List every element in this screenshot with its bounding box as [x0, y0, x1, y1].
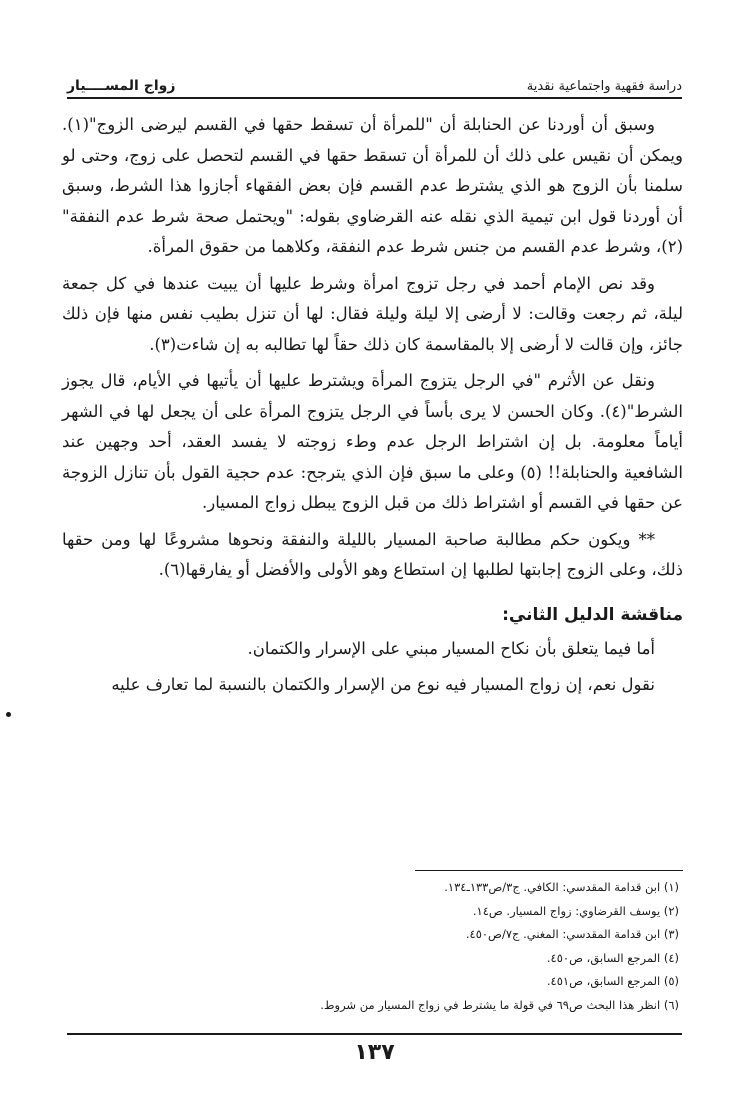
footnotes	[90, 876, 679, 1017]
header-divider	[67, 97, 682, 99]
section-heading: مناقشة الدليل الثاني:	[502, 604, 683, 625]
paragraph-6: نقول نعم، إن زواج المسيار فيه نوع من الإسرار والكتمان بالنسبة لما تعارف عليه	[111, 675, 655, 694]
footnote-2: (٢) يوسف القرضاوي: زواج المسيار. ص١٤.	[472, 903, 679, 918]
header-book-title: زواج المســــيار	[67, 78, 176, 94]
footnote-1: (١) ابن قدامة المقدسي: الكافي. ج٣/ص١٣٣ـ١٣٤.	[444, 880, 679, 894]
footnote-4: (٤) المرجع السابق، ص٤٥٠.	[546, 950, 679, 965]
paragraph-2: وقد نص الإمام أحمد في رجل تزوج امرأة وشرط عليها أن يبيت عندها في كل جمعة ليلة، ثم رجعت وقالت: لا أرضى إلا ليلة وليلة فقال: لها أن تنزل بطيب نفس منها فإن ذلك جائز، وإن قالت لا أرضى إلا بالمقاسمة كان ذلك حقاً لها تطالبه به إن شاءت(٣).	[62, 273, 683, 354]
main-text	[62, 110, 683, 707]
page-number: ١٣٧	[354, 1040, 395, 1065]
running-header	[67, 72, 682, 94]
footnote-divider	[415, 870, 683, 871]
paragraph-3: ونقل عن الأثرم "في الرجل يتزوج المرأة ويشترط عليها أن يأتيها في الأيام، قال يجوز الشرط"(٤). وكان الحسن لا يرى بأساً في الرجل يتزوج المرأة على أن يجعل لها في الشهر أياماً معلومة. بل إن اشتراط الرجل عدم وطء زوجته لا يفسد العقد، أحد وجهين عند الشافعية والحنابلة!! (٥) وعلى ما سبق فإن الذي يترجح: عدم حجية القول بأن تنازل الزوجة عن حقها في القسم أو اشتراط ذلك من قبل الزوج يبطل زواج المسيار.	[62, 371, 684, 512]
footer-divider	[67, 1033, 682, 1035]
footnote-6: (٦) انظر هذا البحث ص٦٩ في قولة ما يشترط في زواج المسيار من شروط.	[320, 997, 679, 1012]
footnote-5: (٥) المرجع السابق، ص٤٥١.	[546, 974, 679, 988]
paragraph-5: أما فيما يتعلق بأن نكاح المسيار مبني على الإسرار والكتمان.	[247, 638, 655, 658]
paragraph-1: وسبق أن أوردنا عن الحنابلة أن "للمرأة أن تسقط حقها في القسم ليرضى الزوج"(١). ويمكن أن نقيس على ذلك أن للمرأة أن تسقط حقها في القسم لتحصل على زوج، وحتى لو سلمنا بأن الزوج هو الذي يشترط عدم القسم فإن بعض الفقهاء أجازوا هذا الشرط، وسبق أن أوردنا قول ابن تيمية الذي نقله عنه القرضاوي بقوله: "ويحتمل صحة شرط عدم النفقة"(٢)، وشرط عدم القسم من جنس شرط عدم النفقة، وكلاهما من حقوق المرأة.	[62, 115, 683, 256]
paragraph-4: ** ويكون حكم مطالبة صاحبة المسيار بالليلة والنفقة ونحوها مشروعًا لها ومن حقها ذلك، وعلى الزوج إجابتها لطلبها إن استطاع وهو الأولى والأفضل أو يفارقها(٦).	[62, 529, 683, 579]
footnote-3: (٣) ابن قدامة المقدسي: المغني. ج٧/ص٤٥٠.	[465, 927, 679, 941]
margin-mark	[6, 712, 11, 717]
header-book-subtitle: دراسة فقهية واجتماعية نقدية	[526, 79, 682, 94]
